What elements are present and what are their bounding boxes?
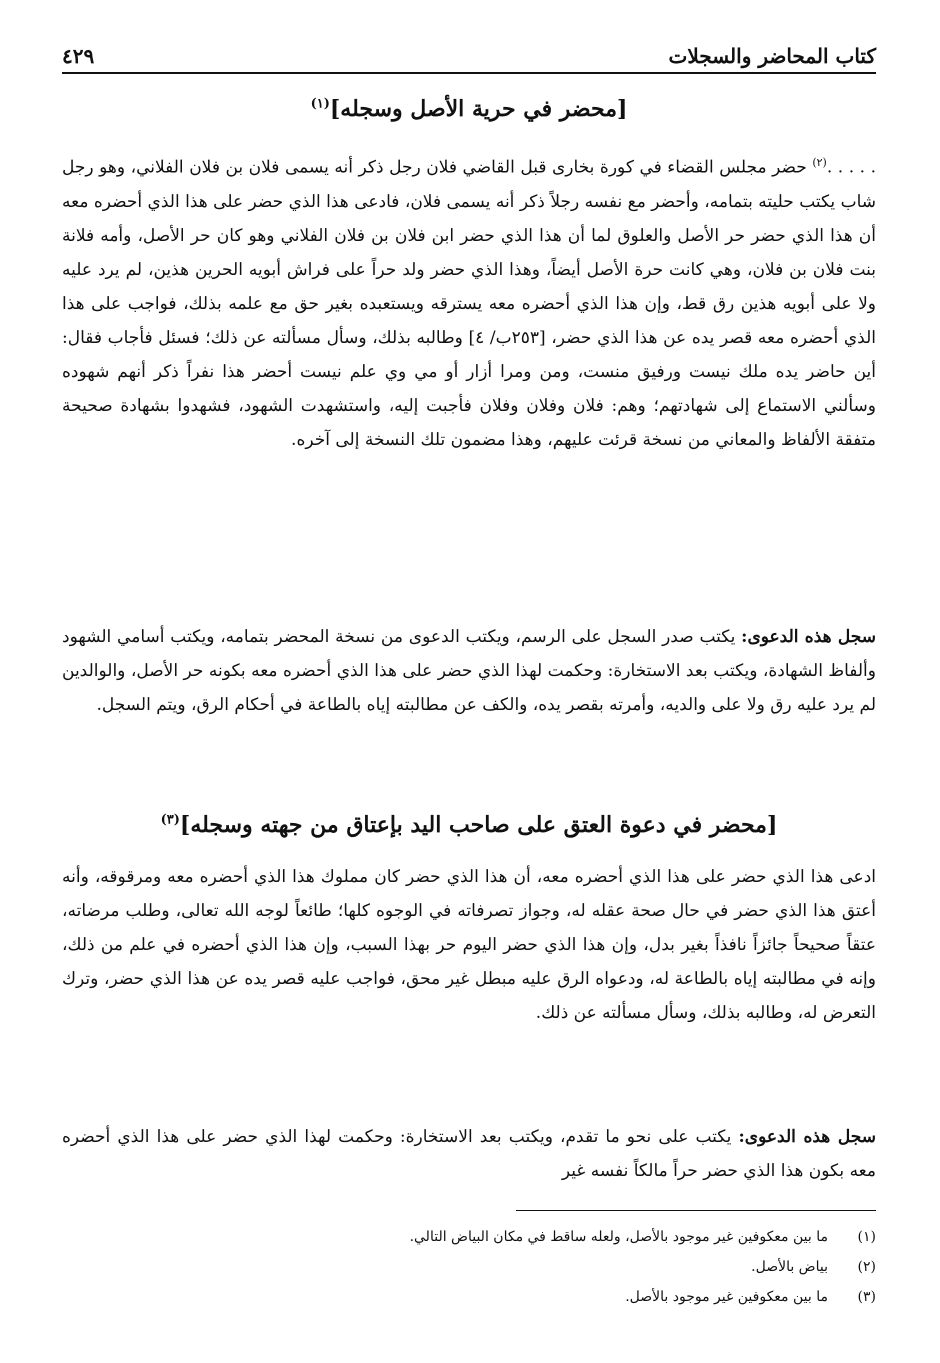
book-title: كتاب المحاضر والسجلات xyxy=(668,44,876,68)
paragraph-sijill-2 xyxy=(62,1120,876,1188)
page-number: ٤٢٩ xyxy=(62,44,95,68)
section-title-text: [محضر في حرية الأصل وسجله] xyxy=(329,96,628,122)
section-title-text: [محضر في دعوة العتق على صاحب اليد بإعتاق من جهته وسجله] xyxy=(179,812,778,838)
footnote-number: (٣) xyxy=(857,1289,876,1305)
paragraph-mahdar-1 xyxy=(62,146,876,457)
book-page xyxy=(62,0,876,1363)
section-title-manumission xyxy=(62,812,876,838)
footnote-ref: (٢) xyxy=(812,156,827,169)
footnote-ref: (٣) xyxy=(160,812,180,828)
footnote-item xyxy=(62,1282,876,1312)
section-title-freedom xyxy=(62,96,876,122)
ellipsis: . . . . . xyxy=(826,157,877,178)
paragraph-text: يكتب صدر السجل على الرسم، ويكتب الدعوى من نسخة المحضر بتمامه، ويكتب أسامي الشهود وألفاظ الشهادة، ويكتب بعد الاستخارة: وحكمت لهذا الذي حضر على هذا الذي أحضره معه بكونه حر الأصل، والوالدين لم يرد عليه رق ولا على والديه، وأمرته بقصر يده، والكف عن مطالبته إياه بالطاعة في أحكام الرق، ويتم السجل. xyxy=(62,627,876,715)
footnote-ref: (١) xyxy=(310,96,330,112)
footnote-item xyxy=(62,1252,876,1282)
running-header xyxy=(62,36,876,74)
paragraph-lead: سجل هذه الدعوى: xyxy=(738,1127,876,1147)
paragraph-sijill-1 xyxy=(62,620,876,722)
footnote-item xyxy=(62,1222,876,1252)
footnote-text: ما بين معكوفين غير موجود بالأصل. xyxy=(625,1289,828,1305)
paragraph-text: يكتب على نحو ما تقدم، ويكتب بعد الاستخارة: وحكمت لهذا الذي حضر على هذا الذي أحضره معه بكون هذا الذي حضر حراً مالكاً نفسه غير xyxy=(62,1127,876,1181)
footnote-text: ما بين معكوفين غير موجود بالأصل، ولعله ساقط في مكان البياض التالي. xyxy=(409,1229,828,1245)
footnote-text: بياض بالأصل. xyxy=(751,1259,828,1275)
footnote-number: (٢) xyxy=(857,1259,876,1275)
footnote-number: (١) xyxy=(857,1229,876,1245)
footnotes xyxy=(62,1222,876,1312)
paragraph-text: حضر مجلس القضاء في كورة بخارى قبل القاضي فلان رجل ذكر أنه يسمى فلان بن فلان الفلاني، وهو رجل شاب يكتب حليته بتمامه، وأحضر مع نفسه رجلاً ذكر أنه يسمى فلان، فادعى هذا الذي حضر على هذا الذي أحضره معه أن هذا الذي حضر حر الأصل والعلوق لما أن هذا الذي حضر ابن فلان بن فلان الفلاني وهو كان حر الأصل، وأمه فلانة بنت فلان بن فلان، وهي كانت حرة الأصل أيضاً، وهذا الذي حضر ولد حراً على فراش أبويه الحرين هذين، لم يرد عليه ولا على أبويه هذين رق قط، وإن هذا الذي أحضره معه يسترقه ويستعبده بغير حق مع علمه بذلك، فواجب على هذا الذي أحضره معه قصر يده عن هذا الذي حضر، [٢٥٣ب/ ٤] وطالبه بذلك، وسأل مسألته عن ذلك؛ فسئل فأجاب فقال: أين حاضر يده ملك نيست ورفيق منست، ومن ومرا أزار أو مي وي علم نيست أحضر هذا نفراً ذكر أنهم شهوده وسألني الاستماع إلى شهادتهم؛ وهم: فلان وفلان وفلان فأجبت إليه، واستشهدت الشهود، فشهدوا بشهادة صحيحة متفقة الألفاظ والمعاني من نسخة قرئت عليهم، وهذا مضمون تلك النسخة إلى آخره. xyxy=(62,157,876,450)
paragraph-text: ادعى هذا الذي حضر على هذا الذي أحضره معه، أن هذا الذي حضر كان مملوك هذا الذي أحضره معه ومرقوقه، وأنه أعتق هذا الذي حضر في حال صحة عقله له، وجواز تصرفاته في الوجوه كلها؛ طائعاً لوجه الله تعالى، وطلب مرضاته، عتقاً صحيحاً جائزاً نافذاً بغير بدل، وإن هذا الذي حضر اليوم حر بهذا السبب، وإن هذا الذي أحضره في علم من ذلك، وإنه في مطالبته إياه بالطاعة له، ودعواه الرق عليه مبطل غير محق، فواجب عليه قصر يده عن هذا الذي حضر، وترك التعرض له، وطالبه بذلك، وسأل مسألته عن ذلك. xyxy=(62,867,876,1023)
footnote-divider xyxy=(516,1210,876,1211)
paragraph-lead: سجل هذه الدعوى: xyxy=(741,627,876,647)
paragraph-mahdar-2 xyxy=(62,860,876,1030)
